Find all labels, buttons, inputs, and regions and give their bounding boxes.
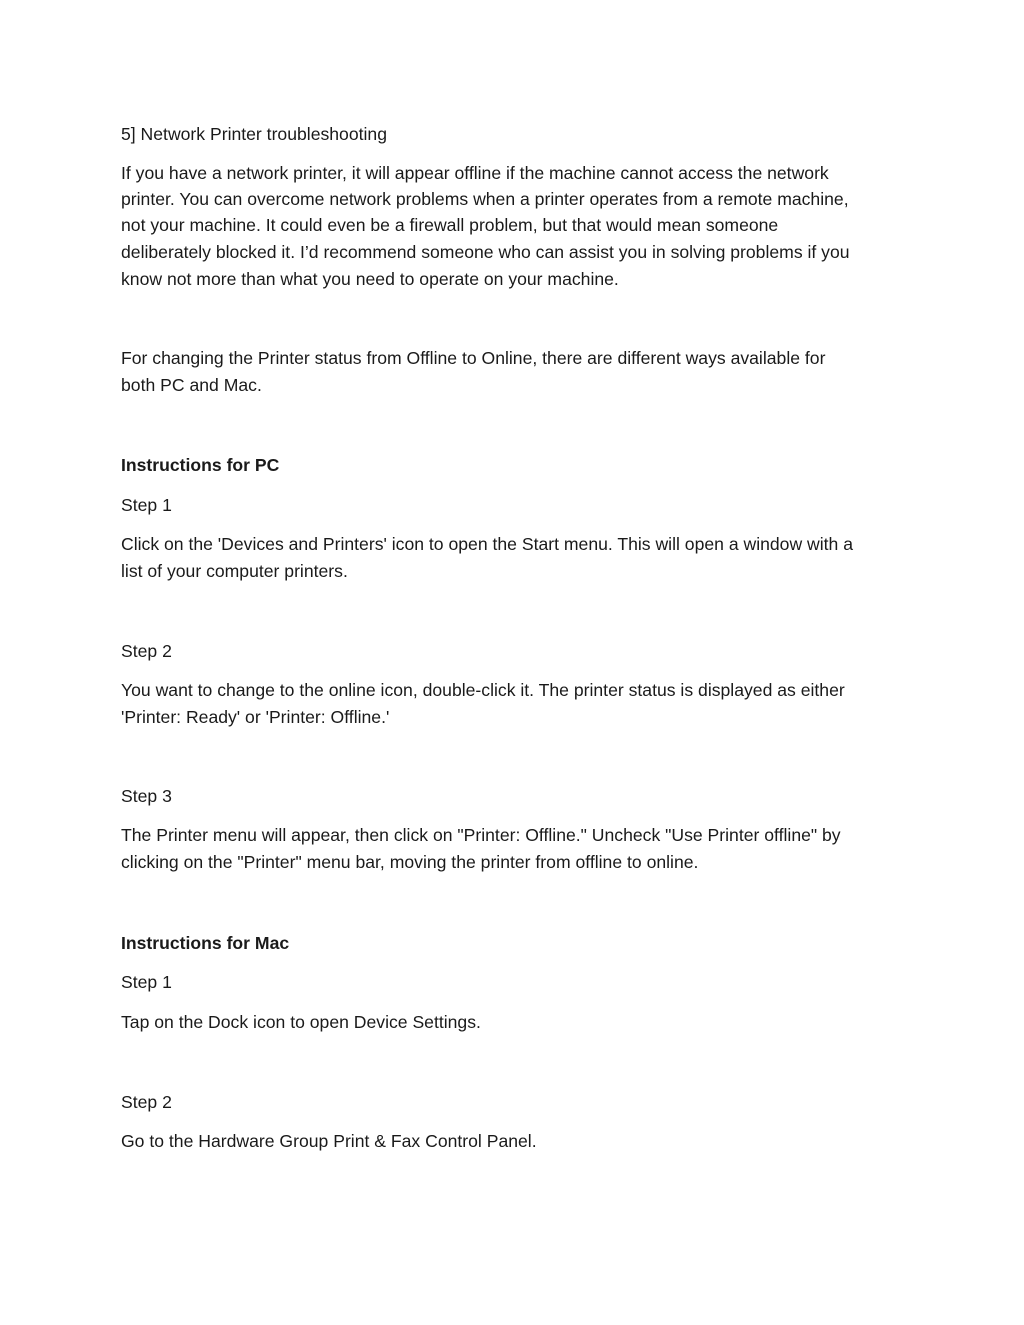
- pc-step3-label: Step 3: [121, 786, 172, 806]
- changing-line: both PC and Mac.: [121, 375, 262, 395]
- intro-line: If you have a network printer, it will appear offline if the machine cannot access the network: [121, 163, 829, 183]
- pc-step2-line: You want to change to the online icon, double-click it. The printer status is displayed as either: [121, 680, 845, 700]
- pc-heading: Instructions for PC: [121, 455, 280, 475]
- changing-line: For changing the Printer status from Offline to Online, there are different ways available for: [121, 348, 826, 368]
- mac-step2-label: Step 2: [121, 1092, 172, 1112]
- intro-line: printer. You can overcome network problems when a printer operates from a remote machine,: [121, 189, 849, 209]
- mac-step1-line: Tap on the Dock icon to open Device Settings.: [121, 1012, 481, 1032]
- pc-step1-line: Click on the 'Devices and Printers' icon to open the Start menu. This will open a window with a: [121, 534, 854, 554]
- pc-step2-label: Step 2: [121, 641, 172, 661]
- pc-step3-line: The Printer menu will appear, then click on "Printer: Offline." Uncheck "Use Printer offline" by: [121, 825, 841, 845]
- intro-line: deliberately blocked it. I’d recommend someone who can assist you in solving problems if you: [121, 242, 850, 262]
- pc-step1-label: Step 1: [121, 495, 172, 515]
- pc-step1-line: list of your computer printers.: [121, 561, 348, 581]
- intro-line: know not more than what you need to operate on your machine.: [121, 269, 619, 289]
- intro-line: not your machine. It could even be a firewall problem, but that would mean someone: [121, 215, 779, 235]
- pc-step3-line: clicking on the "Printer" menu bar, moving the printer from offline to online.: [121, 852, 699, 872]
- pc-step2-line: 'Printer: Ready' or 'Printer: Offline.': [121, 707, 390, 727]
- mac-heading: Instructions for Mac: [121, 933, 290, 953]
- mac-step1-label: Step 1: [121, 972, 172, 992]
- mac-step2-line: Go to the Hardware Group Print & Fax Control Panel.: [121, 1131, 537, 1151]
- section-title: 5] Network Printer troubleshooting: [121, 124, 387, 144]
